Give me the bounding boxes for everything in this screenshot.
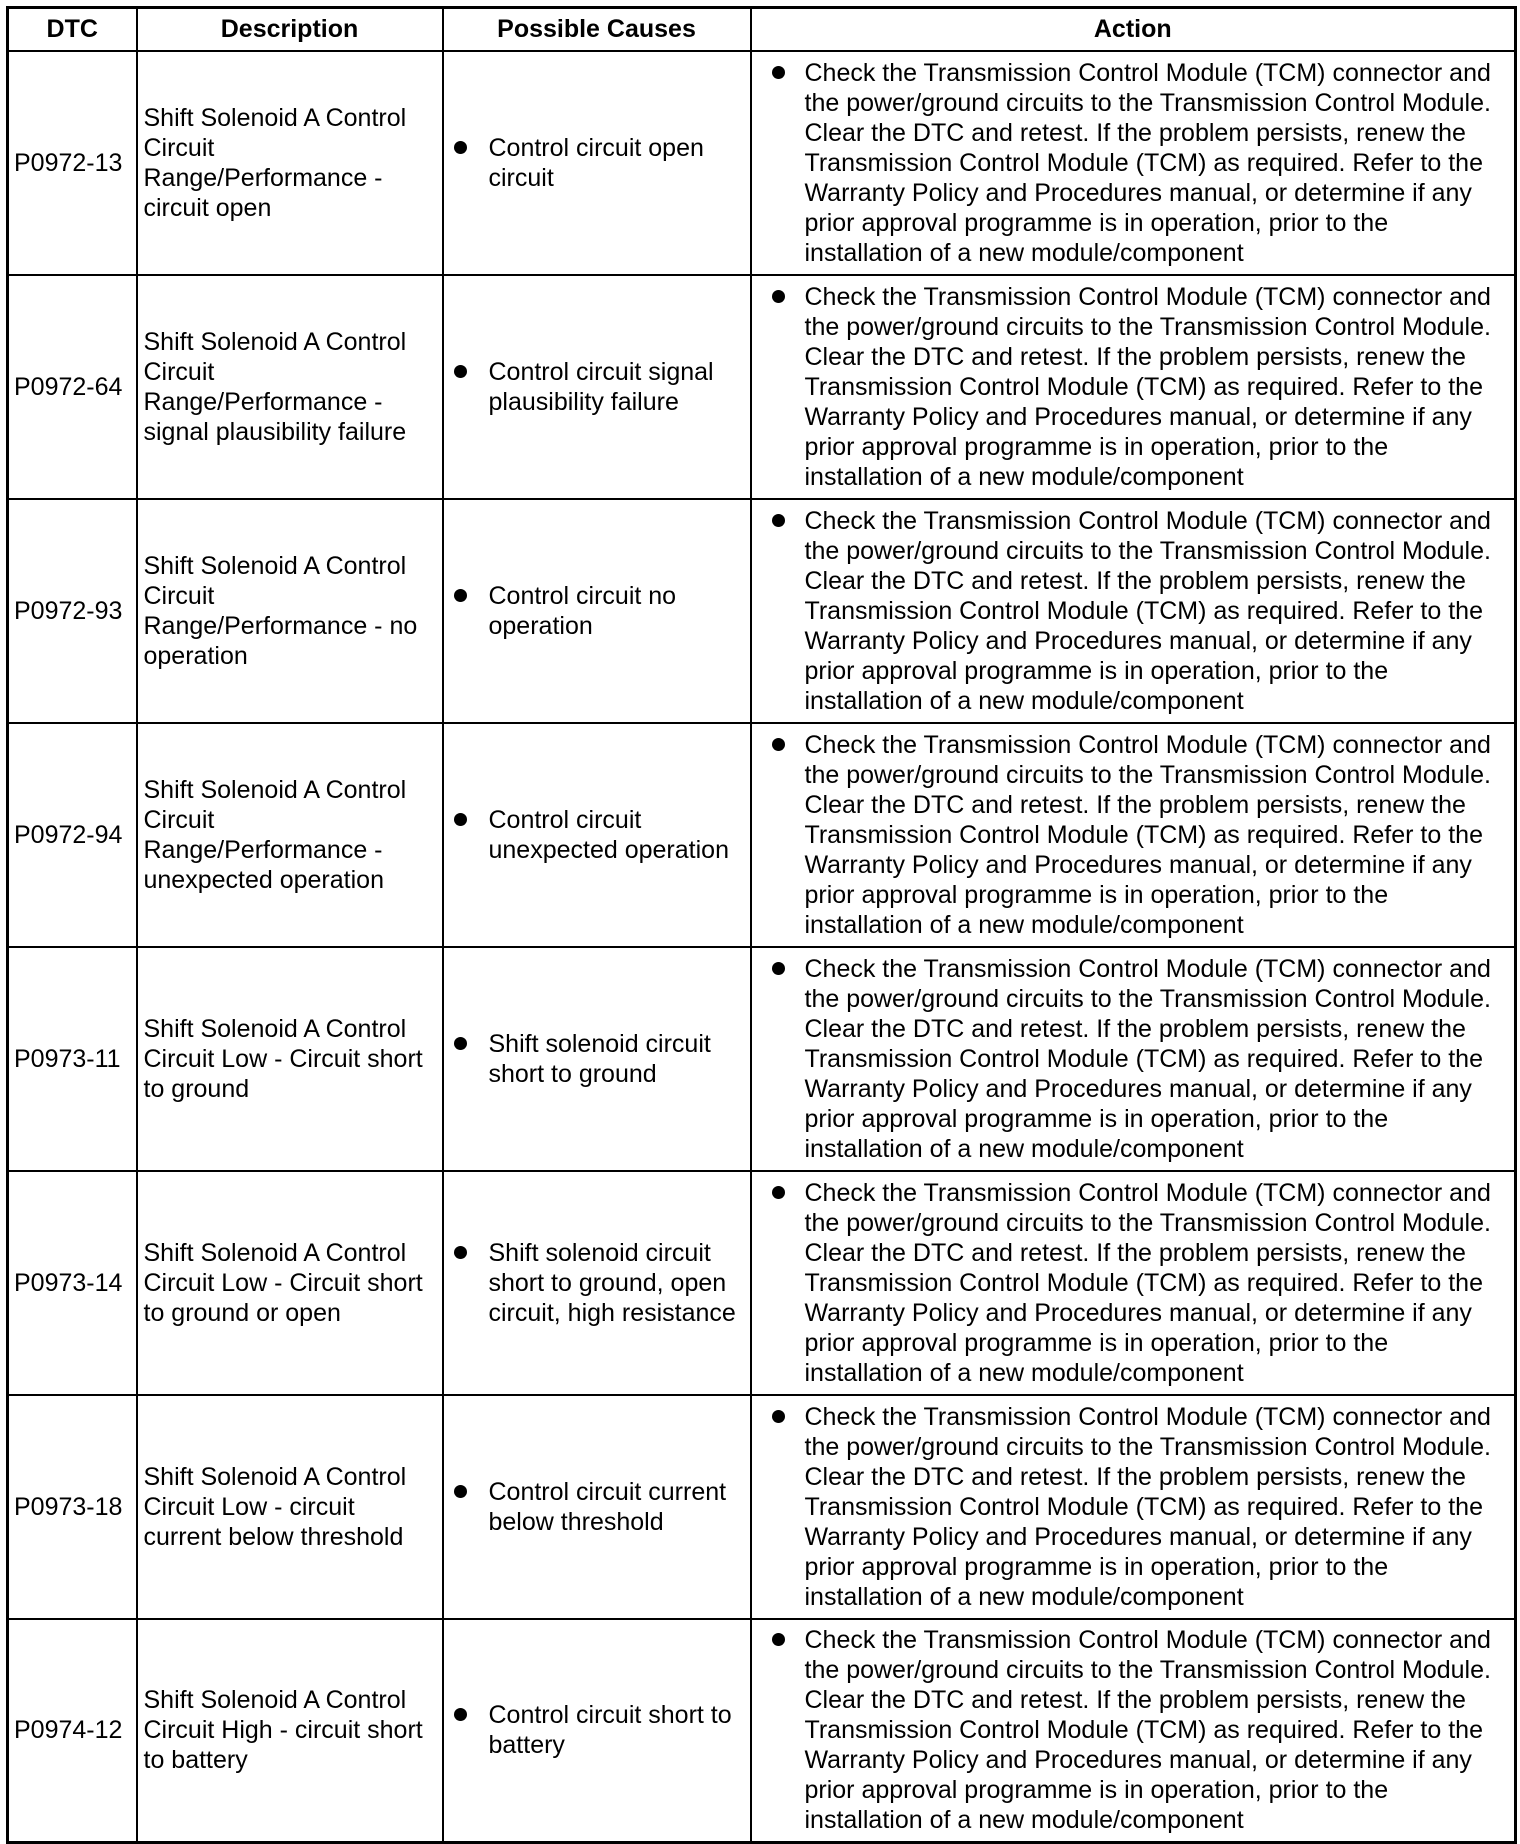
possible-cause: Shift solenoid circuit short to ground, open circuit, high resistance [488, 1238, 736, 1327]
dtc-code: P0972-13 [8, 51, 137, 275]
action-text: Check the Transmission Control Module (TCM) connector and the power/ground circuits to the Transmission Control Module. Clear the DTC and retest. If the problem persists, renew the Transmission Control Module (TCM) as required. Refer to the Warranty Policy and Procedures manual, or determine if any prior approval programme is in operation, prior to the installation of a new module/component [804, 730, 1491, 939]
dtc-code: P0972-64 [8, 275, 137, 499]
bullet-icon [772, 66, 785, 79]
bullet-icon [772, 738, 785, 751]
header-dtc: DTC [8, 8, 137, 51]
possible-cause-cell [443, 499, 751, 723]
table-row [8, 275, 1516, 499]
possible-cause-cell [443, 1171, 751, 1395]
action-cell [751, 1171, 1516, 1395]
dtc-description: Shift Solenoid A Control Circuit Low - Circuit short to ground or open [137, 1171, 443, 1395]
action-cell [751, 51, 1516, 275]
bullet-icon [454, 589, 467, 602]
possible-cause-cell [443, 275, 751, 499]
action-cell [751, 499, 1516, 723]
action-cell [751, 723, 1516, 947]
dtc-description: Shift Solenoid A Control Circuit Range/Performance - circuit open [137, 51, 443, 275]
possible-cause-cell [443, 1395, 751, 1619]
dtc-code: P0972-93 [8, 499, 137, 723]
possible-cause: Control circuit unexpected operation [488, 805, 729, 864]
bullet-icon [772, 1186, 785, 1199]
bullet-icon [454, 813, 467, 826]
dtc-code: P0974-12 [8, 1619, 137, 1843]
table-row [8, 723, 1516, 947]
header-action: Action [751, 8, 1516, 51]
dtc-description: Shift Solenoid A Control Circuit High - circuit short to battery [137, 1619, 443, 1843]
bullet-icon [454, 1485, 467, 1498]
table-header-row [8, 8, 1516, 51]
action-text: Check the Transmission Control Module (TCM) connector and the power/ground circuits to the Transmission Control Module. Clear the DTC and retest. If the problem persists, renew the Transmission Control Module (TCM) as required. Refer to the Warranty Policy and Procedures manual, or determine if any prior approval programme is in operation, prior to the installation of a new module/component [804, 1402, 1491, 1611]
dtc-description: Shift Solenoid A Control Circuit Low - Circuit short to ground [137, 947, 443, 1171]
bullet-icon [454, 1037, 467, 1050]
dtc-description: Shift Solenoid A Control Circuit Low - circuit current below threshold [137, 1395, 443, 1619]
action-cell [751, 1395, 1516, 1619]
action-cell [751, 275, 1516, 499]
action-text: Check the Transmission Control Module (TCM) connector and the power/ground circuits to the Transmission Control Module. Clear the DTC and retest. If the problem persists, renew the Transmission Control Module (TCM) as required. Refer to the Warranty Policy and Procedures manual, or determine if any prior approval programme is in operation, prior to the installation of a new module/component [804, 1626, 1491, 1835]
dtc-code: P0973-18 [8, 1395, 137, 1619]
action-text: Check the Transmission Control Module (TCM) connector and the power/ground circuits to the Transmission Control Module. Clear the DTC and retest. If the problem persists, renew the Transmission Control Module (TCM) as required. Refer to the Warranty Policy and Procedures manual, or determine if any prior approval programme is in operation, prior to the installation of a new module/component [804, 954, 1491, 1163]
bullet-icon [454, 365, 467, 378]
dtc-code: P0973-14 [8, 1171, 137, 1395]
possible-cause: Control circuit signal plausibility failure [488, 357, 714, 416]
table-row [8, 947, 1516, 1171]
possible-cause-cell [443, 947, 751, 1171]
dtc-description: Shift Solenoid A Control Circuit Range/Performance - signal plausibility failure [137, 275, 443, 499]
header-description: Description [137, 8, 443, 51]
bullet-icon [772, 962, 785, 975]
table-row [8, 499, 1516, 723]
action-cell [751, 947, 1516, 1171]
bullet-icon [772, 514, 785, 527]
possible-cause: Control circuit open circuit [488, 133, 704, 192]
header-possible-causes: Possible Causes [443, 8, 751, 51]
possible-cause: Control circuit no operation [488, 581, 677, 640]
bullet-icon [772, 1410, 785, 1423]
action-text: Check the Transmission Control Module (TCM) connector and the power/ground circuits to the Transmission Control Module. Clear the DTC and retest. If the problem persists, renew the Transmission Control Module (TCM) as required. Refer to the Warranty Policy and Procedures manual, or determine if any prior approval programme is in operation, prior to the installation of a new module/component [804, 506, 1491, 715]
bullet-icon [772, 1633, 785, 1646]
action-text: Check the Transmission Control Module (TCM) connector and the power/ground circuits to the Transmission Control Module. Clear the DTC and retest. If the problem persists, renew the Transmission Control Module (TCM) as required. Refer to the Warranty Policy and Procedures manual, or determine if any prior approval programme is in operation, prior to the installation of a new module/component [804, 58, 1491, 267]
bullet-icon [454, 141, 467, 154]
dtc-description: Shift Solenoid A Control Circuit Range/Performance - no operation [137, 499, 443, 723]
possible-cause: Shift solenoid circuit short to ground [488, 1029, 711, 1088]
possible-cause: Control circuit current below threshold [488, 1477, 727, 1536]
possible-cause-cell [443, 51, 751, 275]
table-row [8, 51, 1516, 275]
table-row [8, 1395, 1516, 1619]
table-row [8, 1171, 1516, 1395]
action-cell [751, 1619, 1516, 1843]
dtc-code: P0972-94 [8, 723, 137, 947]
dtc-code: P0973-11 [8, 947, 137, 1171]
action-text: Check the Transmission Control Module (TCM) connector and the power/ground circuits to the Transmission Control Module. Clear the DTC and retest. If the problem persists, renew the Transmission Control Module (TCM) as required. Refer to the Warranty Policy and Procedures manual, or determine if any prior approval programme is in operation, prior to the installation of a new module/component [804, 282, 1491, 491]
possible-cause: Control circuit short to battery [488, 1701, 732, 1760]
action-text: Check the Transmission Control Module (TCM) connector and the power/ground circuits to the Transmission Control Module. Clear the DTC and retest. If the problem persists, renew the Transmission Control Module (TCM) as required. Refer to the Warranty Policy and Procedures manual, or determine if any prior approval programme is in operation, prior to the installation of a new module/component [804, 1178, 1491, 1387]
table-row [8, 1619, 1516, 1843]
bullet-icon [772, 290, 785, 303]
bullet-icon [454, 1708, 467, 1721]
dtc-table [6, 6, 1517, 1844]
bullet-icon [454, 1246, 467, 1259]
possible-cause-cell [443, 1619, 751, 1843]
possible-cause-cell [443, 723, 751, 947]
dtc-description: Shift Solenoid A Control Circuit Range/Performance - unexpected operation [137, 723, 443, 947]
